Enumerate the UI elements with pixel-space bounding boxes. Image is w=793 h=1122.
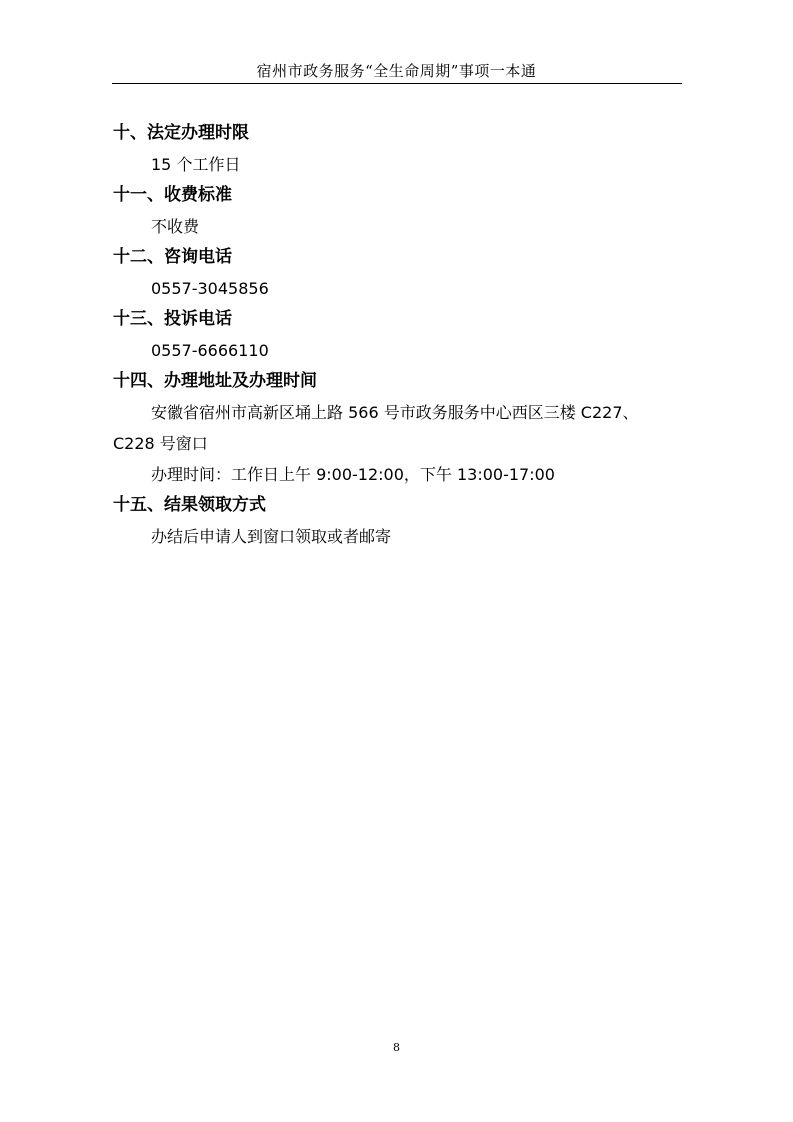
section-heading: 十、法定办理时限 (113, 123, 249, 143)
document-content (113, 118, 688, 552)
section-body: 0557-3045856 (151, 279, 269, 298)
section-heading: 十四、办理地址及办理时间 (113, 371, 317, 391)
section-body: 办结后申请人到窗口领取或者邮寄 (151, 527, 392, 546)
office-hours: 办理时间：工作日上午 9:00-12:00，下午 13:00-17:00 (151, 465, 555, 484)
section-heading: 十一、收费标准 (113, 185, 232, 205)
section-heading: 十五、结果领取方式 (113, 495, 266, 515)
section-heading: 十三、投诉电话 (113, 309, 232, 329)
section-body: 不收费 (151, 217, 200, 236)
page-header-title: 宿州市政务服务“全生命周期”事项一本通 (256, 62, 537, 80)
section-result-pickup (113, 490, 688, 552)
section-heading: 十二、咨询电话 (113, 247, 232, 267)
header-rule (112, 83, 682, 84)
section-body: 0557-6666110 (151, 341, 269, 360)
section-body: 15 个工作日 (151, 155, 241, 174)
section-consult-phone (113, 242, 688, 304)
section-address-and-hours (113, 366, 688, 490)
address-line-1: 安徽省宿州市高新区埇上路 566 号市政务服务中心西区三楼 C227、 (151, 403, 639, 422)
address-line-2: C228 号窗口 (113, 434, 208, 453)
section-complaint-phone (113, 304, 688, 366)
page-number: 8 (393, 1041, 400, 1054)
section-fee-standard (113, 180, 688, 242)
section-legal-time-limit (113, 118, 688, 180)
